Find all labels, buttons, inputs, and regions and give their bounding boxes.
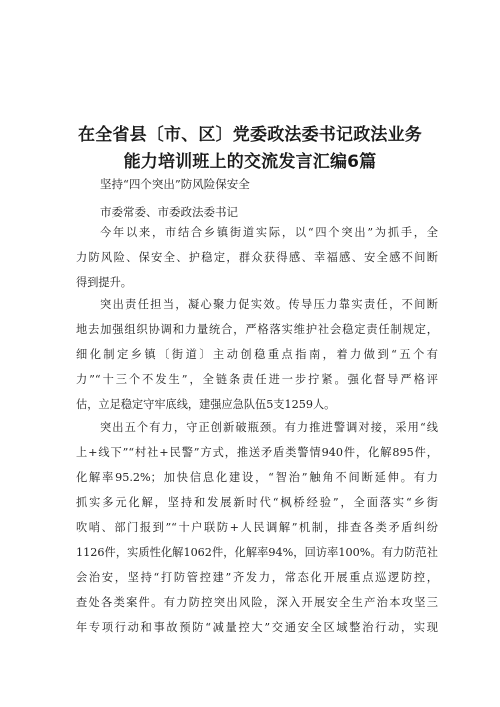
paragraph-line: 吹哨、部门报到”“十户联防+人民调解”机制，排查各类矛盾纠纷 xyxy=(76,521,438,534)
paragraph-line: 会治安，坚持“打防管控建”齐发力，常态化开展重点巡逻防控， xyxy=(76,571,438,584)
paragraph-line: 查处各类案件。有力防控突出风险，深入开展安全生产治本攻坚三 xyxy=(76,596,438,609)
paragraph-line: 上+线下”“村社+民警”方式，推送矛盾类警情940件，化解895件， xyxy=(76,446,438,459)
paragraph-1 xyxy=(76,220,438,295)
paragraph-line: 今年以来，市结合乡镇街道实际，以“四个突出”为抓手，全 xyxy=(100,226,438,239)
document-title-line-2: 能力培训班上的交流发言汇编6篇 xyxy=(123,152,377,172)
paragraph-line: 年专项行动和事故预防“减量控大”交通安全区域整治行动，实现 xyxy=(76,621,438,634)
paragraph-line: 突出五个有力，守正创新破瓶颈。有力推进警调对接，采用“线 xyxy=(100,421,438,434)
paragraph-line: 得到提升。 xyxy=(76,276,132,289)
paragraph-line: 化解率95.2%；加快信息化建设，“智治”触角不间断延伸。有力 xyxy=(76,471,438,484)
paragraph-line: 抓实多元化解，坚持和发展新时代“枫桥经验”，全面落实“乡街 xyxy=(76,496,438,509)
paragraph-line: 细化制定乡镇〔街道〕主动创稳重点指南，着力做到“五个有 xyxy=(76,348,438,361)
paragraph-line: 突出责任担当，凝心聚力促实效。传导压力靠实责任，不间断 xyxy=(100,298,438,311)
paragraph-2 xyxy=(76,292,438,417)
paragraph-line: 力防风险、保安全、护稳定，群众获得感、幸福感、安全感不间断 xyxy=(76,251,438,264)
paragraph-line: 力”“十三个不发生”，全链条责任进一步拧紧。强化督导严格评 xyxy=(76,373,438,386)
paragraph-3 xyxy=(76,415,438,640)
paragraph-line: 1126件，实质性化解1062件，化解率94%，回访率100%。有力防范社 xyxy=(76,546,438,559)
section-heading: 坚持“四个突出”防风险保安全 xyxy=(100,177,250,191)
paragraph-line: 估，立足稳定守牢底线，建强应急队伍5支1259人。 xyxy=(76,398,336,411)
paragraph-line: 地去加强组织协调和力量统合，严格落实维护社会稳定责任制规定， xyxy=(76,323,438,336)
author-position: 市委常委、市委政法委书记 xyxy=(100,205,238,219)
document-title-line-1: 在全省县〔市、区〕党委政法委书记政法业务 xyxy=(78,125,422,145)
